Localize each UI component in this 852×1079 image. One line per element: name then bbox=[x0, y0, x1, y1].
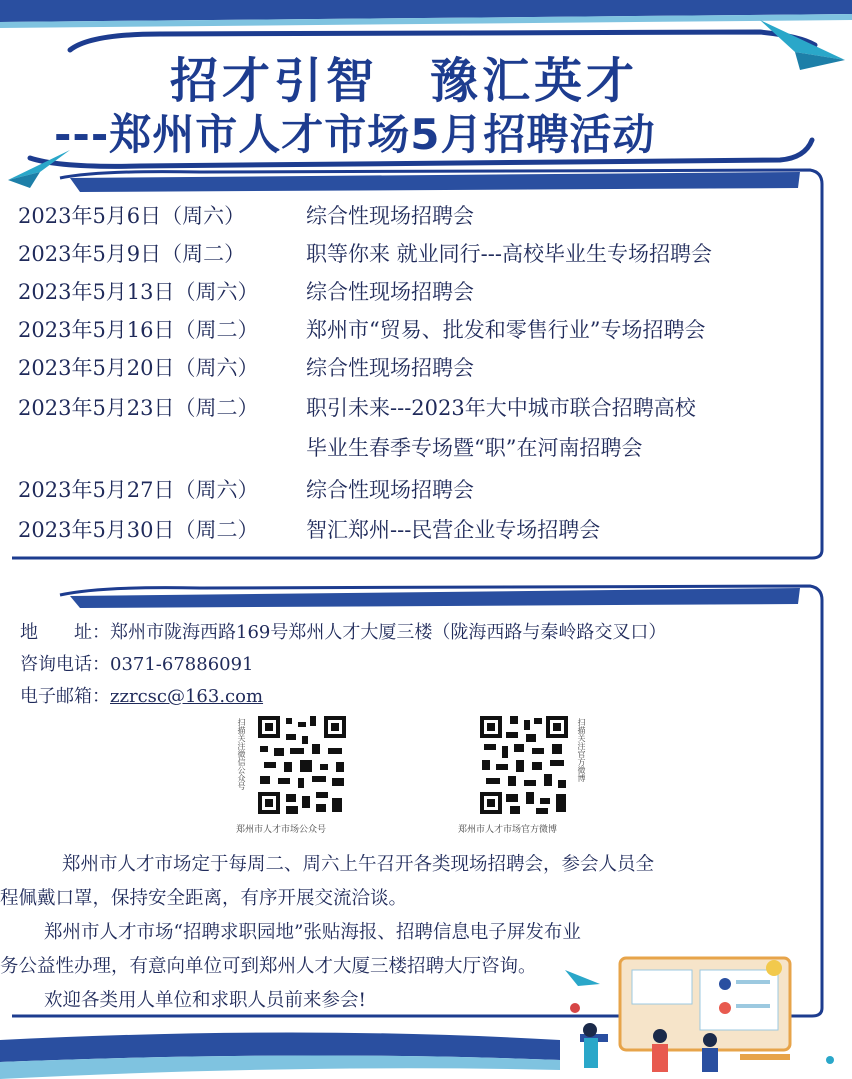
phone-line bbox=[20, 650, 254, 676]
notice-p1-line1: 郑州市人才市场定于每周二、周六上午召开各类现场招聘会，参会人员全 bbox=[62, 854, 655, 875]
qr-code-weibo bbox=[478, 714, 570, 816]
qr-caption: 郑州市人才市场官方微博 bbox=[458, 825, 558, 835]
schedule-event: 综合性现场招聘会 bbox=[306, 280, 474, 304]
schedule-date: 2023年5月13日（周六） bbox=[18, 280, 259, 304]
phone-value: 0371-67886091 bbox=[110, 654, 254, 675]
schedule-item bbox=[18, 352, 474, 390]
schedule-date: 2023年5月16日（周二） bbox=[18, 318, 259, 342]
address-line bbox=[20, 618, 666, 644]
address-value: 郑州市陇海西路169号郑州人才大厦三楼（陇海西路与秦岭路交叉口） bbox=[110, 622, 667, 643]
email-label: 电子邮箱： bbox=[20, 686, 110, 707]
phone-label: 咨询电话： bbox=[20, 654, 110, 675]
schedule-event: 综合性现场招聘会 bbox=[306, 356, 474, 380]
email-line bbox=[20, 682, 263, 708]
schedule-item bbox=[18, 474, 474, 512]
schedule-item bbox=[18, 392, 696, 430]
schedule-date: 2023年5月27日（周六） bbox=[18, 478, 259, 502]
notice-p3: 欢迎各类用人单位和求职人员前来参会! bbox=[44, 990, 366, 1011]
qr-code-wechat bbox=[256, 714, 348, 816]
notice-p1-line2: 程佩戴口罩，保持安全距离，有序开展交流洽谈。 bbox=[0, 888, 408, 909]
notice-p2-line1: 郑州市人才市场“招聘求职园地”张贴海报、招聘信息电子屏发布业 bbox=[44, 922, 581, 943]
schedule-date: 2023年5月20日（周六） bbox=[18, 356, 259, 380]
schedule-item bbox=[18, 200, 474, 238]
title-line-1-left: 招才引智 bbox=[170, 53, 379, 109]
schedule-item bbox=[18, 314, 705, 352]
schedule-event: 综合性现场招聘会 bbox=[306, 478, 474, 502]
schedule-date: 2023年5月23日（周二） bbox=[18, 396, 259, 420]
schedule-date: 2023年5月6日（周六） bbox=[18, 204, 246, 228]
schedule-item bbox=[18, 238, 712, 276]
schedule-item bbox=[18, 514, 600, 552]
schedule-event: 智汇郑州---民营企业专场招聘会 bbox=[306, 518, 601, 542]
schedule-event: 综合性现场招聘会 bbox=[306, 204, 474, 228]
title-line-1-right: 豫汇英才 bbox=[430, 53, 639, 109]
address-label: 地 址： bbox=[20, 622, 110, 643]
schedule-event: 毕业生春季专场暨“职”在河南招聘会 bbox=[306, 436, 643, 460]
schedule-item bbox=[18, 276, 474, 314]
schedule-date: 2023年5月30日（周二） bbox=[18, 518, 259, 542]
notice-p2-line2: 务公益性办理，有意向单位可到郑州人才大厦三楼招聘大厅咨询。 bbox=[0, 956, 537, 977]
job-fair-illustration bbox=[560, 950, 820, 1075]
title-line-2: ---郑州市人才市场5月招聘活动 bbox=[54, 110, 656, 159]
qr-caption: 郑州市人才市场公众号 bbox=[236, 825, 327, 835]
schedule-event: 郑州市“贸易、批发和零售行业”专场招聘会 bbox=[306, 318, 706, 342]
qr-side-text: 扫描关注官方微博 bbox=[577, 718, 586, 782]
schedule-event: 职引未来---2023年大中城市联合招聘高校 bbox=[306, 396, 696, 420]
schedule-event: 职等你来 就业同行---高校毕业生专场招聘会 bbox=[306, 242, 712, 266]
schedule-date: 2023年5月9日（周二） bbox=[18, 242, 246, 266]
qr-side-text: 扫描关注微信公众号 bbox=[237, 718, 246, 790]
schedule-item-continued bbox=[18, 432, 642, 470]
email-link[interactable]: zzrcsc@163.com bbox=[110, 686, 264, 707]
